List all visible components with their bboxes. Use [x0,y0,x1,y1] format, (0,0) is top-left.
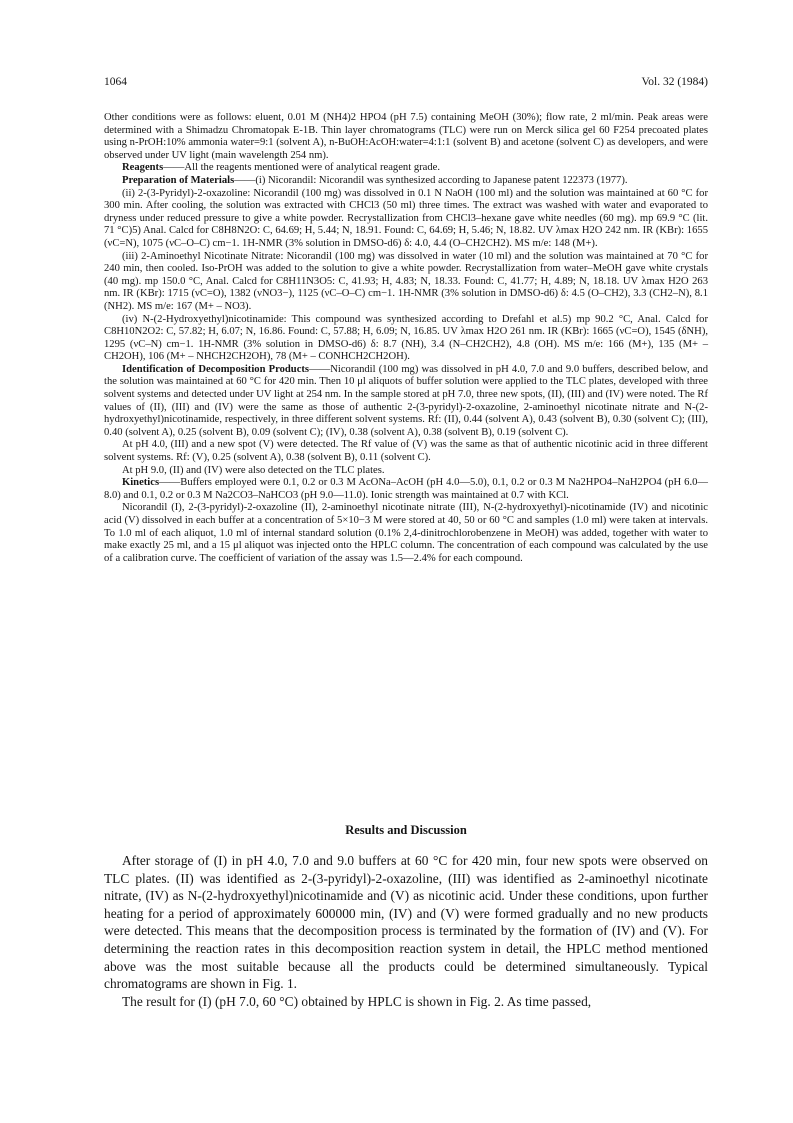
section-heading: Results and Discussion [345,823,467,837]
preparation-heading: Preparation of Materials [122,174,235,186]
results-section [104,852,708,1010]
reagents-paragraph [104,162,708,175]
aminoethyl-nitrate-paragraph: (iii) 2-Aminoethyl Nicotinate Nitrate: Nicorandil (100 mg) was dissolved in water (10 ml) and the solution was maintained at 70 °C for 240 min, then cooled. Iso-PrOH was added to the solution to give a white powder. Recrystallization from water–MeOH gave white crystals (40 mg). mp 150.0 °C, Anal. Calcd for C8H11N3O5: C, 41.93; H, 4.83; N, 18.33. Found: C, 41.77; H, 4.89; N, 18.18. UV λmax H2O 263 nm. IR (KBr): 1715 (νC=O), 1382 (νNO3−), 1125 (νC–O–C) cm−1. 1H-NMR (3% solution in DMSO-d6) δ: 4.5 (O–CH2), 3.3 (CH2–N), 8.1 (NH2). MS m/e: 167 (M+ – NO3). [104,250,708,312]
ph40-paragraph: At pH 4.0, (III) and a new spot (V) were detected. The Rf value of (V) was the same as that of authentic nicotinic acid in three different solvent systems. Rf: (V), 0.25 (solvent A), 0.38 (solvent B), 0.11 (solvent C). [104,439,708,464]
results-paragraph-1: After storage of (I) in pH 4.0, 7.0 and 9.0 buffers at 60 °C for 420 min, four new spots were observed on TLC plates. (II) was identified as 2-(3-pyridyl)-2-oxazoline, (III) was identified as 2-aminoethyl nicotinate nitrate, (IV) as N-(2-hydroxyethyl)nicotinamide and (V) as nicotinic acid. Under these conditions, upon further heating for a period of approximately 600000 min, (IV) and (V) were formed gradually and no new products were detected. This means that the decomposition process is terminated by the formation of (IV) and (V). For determining the reaction rates in this decomposition reaction system in detail, the HPLC method mentioned above was the most suitable because all the products could be determined simultaneously. Typical chromatograms are shown in Fig. 1. [104,853,708,992]
kinetics-heading: Kinetics [122,477,160,489]
kinetics-text: ——Buffers employed were 0.1, 0.2 or 0.3 M AcONa–AcOH (pH 4.0—5.0), 0.1, 0.2 or 0.3 M Na2HPO4–NaH2PO4 (pH 6.0—8.0) and 0.1, 0.2 or 0.3 M Na2CO3–NaHCO3 (pH 9.0—11.0). Ionic strength was maintained at 0.7 with KCl. [104,477,708,501]
volume-label: Vol. 32 (1984) [641,76,708,88]
kinetics-paragraph [104,477,708,502]
identification-heading: Identification of Decomposition Products [122,363,310,375]
procedure-paragraph: Nicorandil (I), 2-(3-pyridyl)-2-oxazoline (II), 2-aminoethyl nicotinate nitrate (III), N-(2-hydroxyethyl)-nicotinamide (IV) and nicotinic acid (V) dissolved in each buffer at a concentration of 5×10−3 M were stored at 40, 50 or 60 °C and samples (1.0 ml) were taken at intervals. To 1.0 ml of each aliquot, 1.0 ml of internal standard solution (0.1% 2,4-dinitrochlorobenzene in MeOH) was added, together with water to make exactly 25 ml, and a 15 μl aliquot was injected onto the HPLC column. The concentration of each compound was calculated by the use of a calibration curve. The coefficient of variation of the assay was 1.5—2.4% for each compound. [104,502,708,564]
reagents-heading: Reagents [122,162,164,174]
page-number: 1064 [104,76,127,88]
experimental-section [104,112,708,565]
conditions-paragraph: Other conditions were as follows: eluent, 0.01 M (NH4)2 HPO4 (pH 7.5) containing MeOH (30%); flow rate, 2 ml/min. Peak areas were determined with a Shimadzu Chromatopak E-1B. Thin layer chromatograms (TLC) were run on Merck silica gel 60 F254 precoated plates using n-PrOH:10% ammonia water=9:1 (solvent A), n-BuOH:AcOH:water=4:1:1 (solvent B) and acetone (solvent C) as developers, and were observed under UV light (main wavelength 254 nm). [104,112,708,161]
running-head [104,76,708,92]
preparation-paragraph [104,175,708,188]
identification-text: ——Nicorandil (100 mg) was dissolved in pH 4.0, 7.0 and 9.0 buffers, described below, and the solution was maintained at 60 °C for 420 min. Then 10 μl aliquots of buffer solution were applied to the TLC plates, developed with three solvent systems and detected under UV light at 254 nm. In the sample stored at pH 7.0, three new spots, (II), (III) and (IV) were noted. The Rf values of (II), (III) and (IV) were the same as those of authentic 2-(3-pyridyl)-2-oxazoline, 2-aminoethyl nicotinate nitrate and N-(2-hydroxyethyl)nicotinamide, respectively, in three different solvent systems. Rf: (II), 0.44 (solvent A), 0.43 (solvent B), 0.30 (solvent C); (III), 0.40 (solvent A), 0.25 (solvent B), 0.09 (solvent C); (IV), 0.38 (solvent A), 0.38 (solvent B), 0.19 (solvent C). [104,363,708,438]
reagents-text: ——All the reagents mentioned were of analytical reagent grade. [163,162,440,174]
preparation-text: ——(i) Nicorandil: Nicorandil was synthesized according to Japanese patent 122373 (1977). [234,174,628,186]
ph90-paragraph: At pH 9.0, (II) and (IV) were also detected on the TLC plates. [122,464,385,476]
identification-paragraph [104,364,708,440]
results-paragraph-2: The result for (I) (pH 7.0, 60 °C) obtained by HPLC is shown in Fig. 2. As time passed, [122,993,592,1009]
oxazoline-paragraph: (ii) 2-(3-Pyridyl)-2-oxazoline: Nicorandil (100 mg) was dissolved in 0.1 N NaOH (100 ml) and the solution was maintained at 60 °C for 300 min. After cooling, the solution was extracted with CHCl3 (50 ml) three times. The extract was washed with water and evaporated to dryness under reduced pressure to give a white powder. Recrystallization from CHCl3–hexane gave white needles (60 mg). mp 69.9 °C (lit. 71 °C)5) Anal. Calcd for C8H8N2O: C, 64.69; H, 5.44; N, 18.91. Found: C, 64.69; H, 5.46; N, 18.82. UV λmax H2O 242 nm. IR (KBr): 1655 (νC=N), 1075 (νC–O–C) cm−1. 1H-NMR (3% solution in DMSO-d6) δ: 4.0, 4.4 (O–CH2CH2). MS m/e: 148 (M+). [104,187,708,249]
hydroxyethyl-nicotinamide-paragraph: (iv) N-(2-Hydroxyethyl)nicotinamide: This compound was synthesized according to Drefahl et al.5) mp 90.2 °C, Anal. Calcd for C8H10N2O2: C, 57.82; H, 6.07; N, 16.86. Found: C, 57.88; H, 6.09; N, 16.85. UV λmax H2O 261 nm. IR (KBr): 1665 (νC=O), 1545 (δNH), 1295 (νC–N) cm−1. 1H-NMR (3% solution in DMSO-d6) δ: 8.7 (NH), 3.4 (N–CH2CH2), 4.8 (OH). MS m/e: 166 (M+), 135 (M+ – CH2OH), 106 (M+ – NHCH2CH2OH), 78 (M+ – CONHCH2CH2OH). [104,313,708,363]
